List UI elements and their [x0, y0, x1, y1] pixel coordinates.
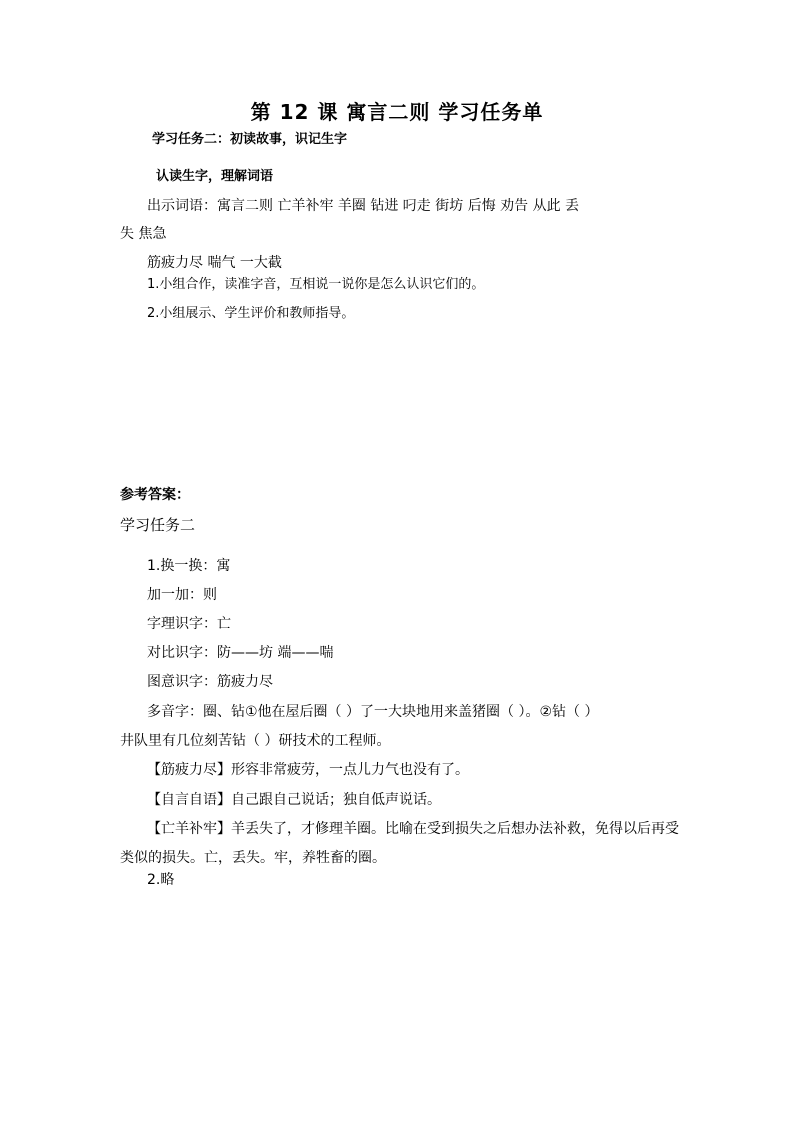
answer-item: 【亡羊补牢】羊丢失了，才修理羊圈。比喻在受到损失之后想办法补救，免得以后再受	[147, 821, 679, 837]
answer-item: 字理识字：亡	[147, 616, 231, 632]
step-1: 1.小组合作，读准字音，互相说一说你是怎么认识它们的。	[147, 277, 485, 292]
answer-item: 加一加：则	[147, 587, 217, 603]
words-line-3: 筋疲力尽 喘气 一大截	[147, 255, 282, 271]
answer-item: 井队里有几位刻苦钻（ ）研技术的工程师。	[120, 733, 391, 749]
answers-task-heading: 学习任务二	[120, 516, 196, 534]
answer-item: 【自言自语】自己跟自己说话；独自低声说话。	[147, 792, 441, 808]
step-2: 2.小组展示、学生评价和教师指导。	[147, 306, 355, 321]
task-heading: 学习任务二：初读故事，识记生字	[152, 132, 348, 147]
answer-item: 对比识字：防——坊 端——喘	[147, 645, 334, 661]
page-title: 第 12 课 寓言二则 学习任务单	[250, 100, 544, 124]
answer-item: 图意识字：筋疲力尽	[147, 674, 273, 690]
words-line-1: 出示词语：寓言二则 亡羊补牢 羊圈 钻进 叼走 街坊 后悔 劝告 从此 丢	[147, 198, 580, 214]
answer-item: 类似的损失。亡，丢失。牢，养牲畜的圈。	[120, 850, 386, 866]
subheading: 认读生字，理解词语	[156, 169, 274, 184]
answer-item: 【筋疲力尽】形容非常疲劳，一点儿力气也没有了。	[147, 762, 469, 778]
words-line-2: 失 焦急	[120, 226, 167, 242]
answer-item: 多音字：圈、钻①他在屋后圈（ ）了一大块地用来盖猪圈（ ）。②钻（ ）	[147, 704, 599, 720]
answer-item: 1.换一换：寓	[147, 558, 231, 574]
answer-item: 2.略	[147, 872, 175, 888]
answers-heading: 参考答案：	[120, 487, 190, 503]
